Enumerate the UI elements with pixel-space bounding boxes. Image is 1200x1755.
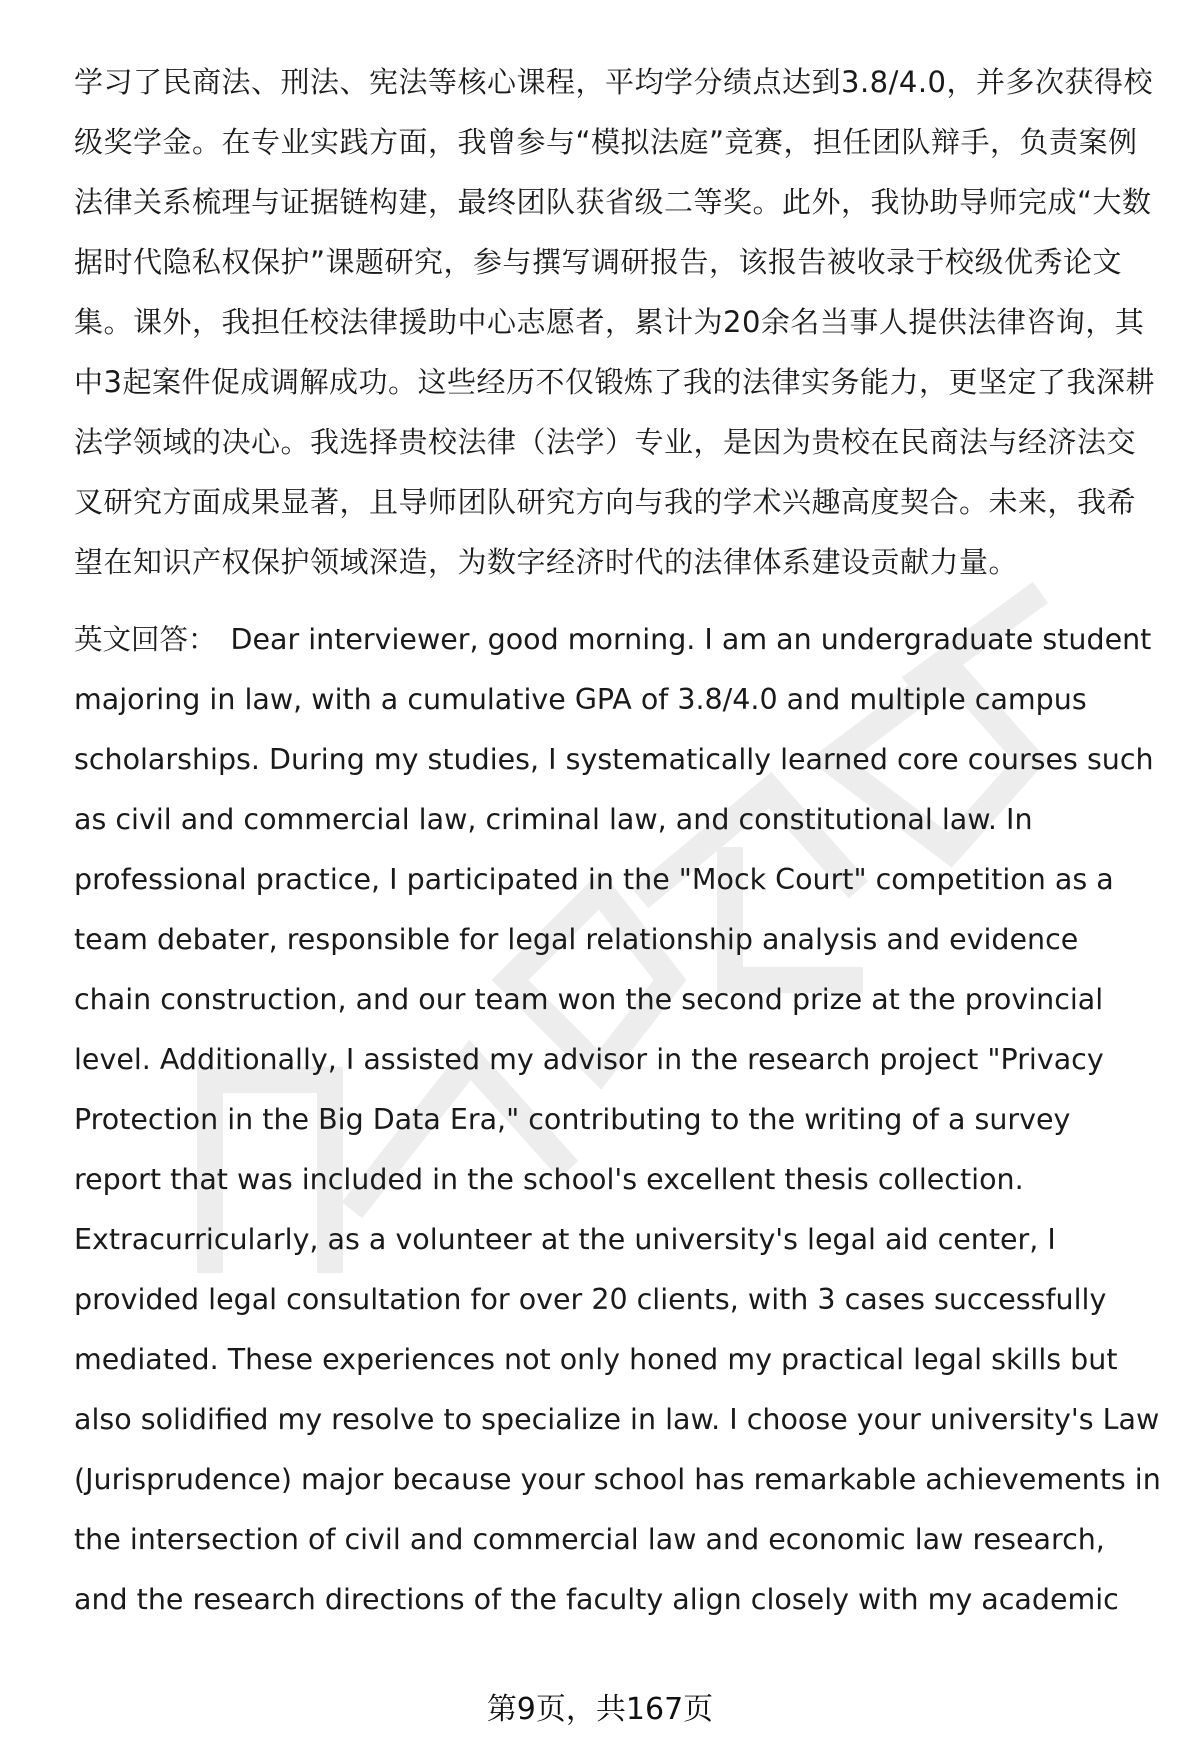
chinese-answer-paragraph: 学习了民商法、刑法、宪法等核心课程，平均学分绩点达到3.8/4.0，并多次获得校级奖学金。在专业实践方面，我曾参与“模拟法庭”竞赛，担任团队辩手，负责案例法律关系梳理与证据链构建，最终团队获省级二等奖。此外，我协助导师完成“大数据时代隐私权保护”课题研究，参与撰写调研报告，该报告被收录于校级优秀论文集。课外，我担任校法律援助中心志愿者，累计为20余名当事人提供法律咨询，其中3起案件促成调解成功。这些经历不仅锻炼了我的法律实务能力，更坚定了我深耕法学领域的决心。我选择贵校法律（法学）专业，是因为贵校在民商法与经济法交叉研究方面成果显著，且导师团队研究方向与我的学术兴趣高度契合。未来，我希望在知识产权保护领域深造，为数字经济时代的法律体系建设贡献力量。 <box>74 65 1155 579</box>
document-body <box>74 52 1164 1630</box>
english-answer-text: Dear interviewer, good morning. I am an undergraduate student majoring in law, with a cumulative GPA of 3.8/4.0 and multiple campus scholarships. During my studies, I systematically learned core courses such as civil and commercial law, criminal law, and constitutional law. In professional practice, I participated in the "Mock Court" competition as a team debater, responsible for legal relationship analysis and evidence chain construction, and our team won the second prize at the provincial level. Additionally, I assisted my advisor in the research project "Privacy Protection in the Big Data Era," contributing to the writing of a survey report that was included in the school's excellent thesis collection. Extracurricularly, as a volunteer at the university's legal aid center, I provided legal consultation for over 20 clients, with 3 cases successfully mediated. These experiences not only honed my practical legal skills but also solidified my resolve to specialize in law. I choose your university's Law (Jurisprudence) major because your school has remarkable achievements in the intersection of civil and commercial law and economic law research, and the research directions of the faculty align closely with my academic <box>74 623 1161 1616</box>
english-answer-label: 英文回答： <box>74 623 217 656</box>
english-answer-paragraph <box>74 610 1164 1630</box>
page-number-footer: 第9页，共167页 <box>486 1692 714 1727</box>
